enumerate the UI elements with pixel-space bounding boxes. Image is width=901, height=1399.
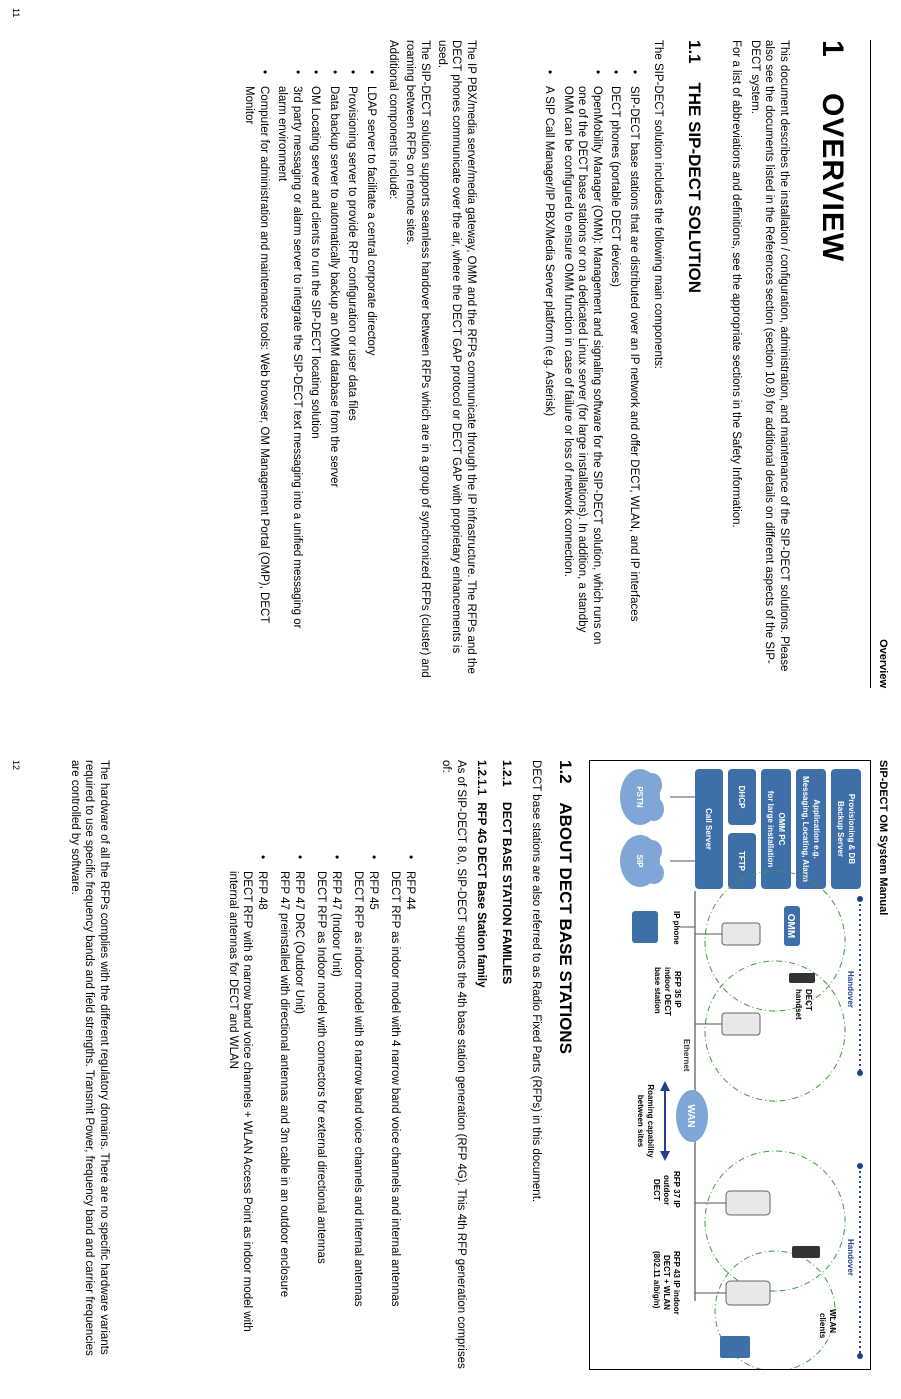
dect-handset-icon xyxy=(792,1246,820,1258)
list-item xyxy=(351,855,380,1355)
dect-handset-icon xyxy=(789,973,815,983)
rfp35-label-3: base station xyxy=(653,967,662,1014)
dect-handset-label-1: DECT xyxy=(804,989,813,1011)
page-12 xyxy=(0,700,901,1399)
list-item: • SIP-DECT base stations that are distributed over an IP network and offer DECT, WLAN, and IP interfaces xyxy=(627,70,642,655)
roaming-label-2: between sites xyxy=(636,1094,645,1148)
rfp35-label-2: indoor DECT xyxy=(663,967,672,1016)
rfp-base-station-icon xyxy=(722,1013,760,1035)
header-rule-left xyxy=(870,40,871,688)
list-item: • Data backup server to automatically backup an OMM database from the server xyxy=(327,70,342,655)
omm-pc-label: OMM PC xyxy=(777,812,786,846)
list-item xyxy=(388,855,417,1355)
page-number-right: 12 xyxy=(11,760,21,771)
wan-label: WAN xyxy=(685,1104,696,1128)
ethernet-label: Ethernet xyxy=(682,1039,691,1072)
handover-label-2: Handover xyxy=(846,1239,855,1276)
handover-label-1: Handover xyxy=(846,971,855,1008)
application-label: Application e.g. xyxy=(812,799,821,859)
closing-paragraph: The hardware of all the RFPs complies with the different regulatory domains. There are no specific hardware variants required to use specific frequency bands and field strengths. Transmit Power, frequency band and carrier frequencies are controlled by software. xyxy=(69,760,110,1356)
list-item: • 3rd party messaging or alarm server to integrate the SIP-DECT text messaging into a unified messaging or alarm environment xyxy=(275,70,304,655)
rfp37-label-1: RFP 37 IP xyxy=(672,1171,681,1208)
subsection-number: 1.2.1 xyxy=(500,760,514,787)
rfp-family-list xyxy=(226,855,418,1355)
subsection-title: DECT BASE STATION FAMILIES xyxy=(500,802,514,985)
handover-paragraph: The SIP-DECT solution supports seamless handover between RFPs which are in a group of synchronized RFPs (cluster) and roaming between RFPs on remote sites. xyxy=(404,40,431,678)
list-item: • OM Locating server and clients to run the SIP-DECT locating solution xyxy=(308,70,323,655)
pstn-label: PSTN xyxy=(635,786,644,808)
family-intro: As of SIP-DECT 8.0, SIP-DECT supports the 4th base station generation (RFP 4G). This 4th RFP generation comprises of: xyxy=(440,760,467,1369)
pstn-cloud xyxy=(620,769,664,825)
messaging-label: Messaging, Locating, Alarm xyxy=(801,776,810,882)
rfp-name: • RFP 44 xyxy=(404,871,416,910)
chapter-number: 1 xyxy=(816,40,849,58)
list-item xyxy=(226,855,270,1355)
tftp-label: TFTP xyxy=(737,851,746,871)
wlan-client-icon xyxy=(720,1336,750,1358)
rfp-description: DECT RFP as Indoor model with connectors for external directional antennas xyxy=(315,871,328,1264)
handover-dot xyxy=(857,1163,863,1169)
omm-pc-sub-label: for large installation xyxy=(766,790,775,868)
sip-cloud xyxy=(620,835,664,887)
section-heading xyxy=(684,40,704,293)
rfp-name: • RFP 45 xyxy=(367,871,379,910)
rfp43-label-2: DECT + WLAN xyxy=(662,1255,671,1310)
call-server-label: Call Server xyxy=(704,808,713,850)
pbx-paragraph: The IP PBX/media server/media gateway, OMM and the RFPs communicate through the IP infrastructure. The RFPs and the DECT phones communicate over the air, where the DECT GAP protocol or DECT GAP with proprietary enhancements is used. xyxy=(436,40,477,674)
list-item: • DECT phones (portable DECT devices) xyxy=(608,70,623,655)
page-number-left: 11 xyxy=(11,8,21,18)
handover-dot xyxy=(857,1070,863,1076)
list-item xyxy=(314,855,343,1355)
list-item: • OpenMobility Manager (OMM): Management and signaling software for the SIP-DECT solution, which runs on one of the DECT base stations or on a dedicated Linux server (for large installations). In addition, a standby OMM can be configured to ensure OMM function in case of failure or loss of network connection. xyxy=(561,70,605,655)
subsubsection-title: RFP 4G DECT Base Station family xyxy=(475,802,487,988)
backup-label: Backup Server xyxy=(836,800,845,858)
running-head-right: SIP-DECT OM System Manual xyxy=(877,760,889,916)
section-number-right: 1.2 xyxy=(556,760,575,784)
wan-cloud xyxy=(676,1090,708,1142)
abbreviations-paragraph: For a list of abbreviations and definitions, see the appropriate sections in the Safety Information. xyxy=(730,40,742,528)
arrow-left-icon xyxy=(660,1081,670,1091)
section-title-right: ABOUT DECT BASE STATIONS xyxy=(556,802,575,1054)
components-list xyxy=(538,70,641,655)
provisioning-label: Provisioning & DB xyxy=(847,793,856,865)
list-item xyxy=(277,855,306,1355)
wlan-label-1: WLAN xyxy=(828,1309,837,1333)
list-item: • A SIP Call Manager/IP PBX/Media Server platform (e.g. Asterisk) xyxy=(542,70,557,655)
sip-label: SIP xyxy=(635,854,644,868)
system-diagram xyxy=(589,760,871,1370)
rfp43-label-3: (802.11 a/b/g/n) xyxy=(652,1251,661,1309)
handover-dot xyxy=(857,896,863,902)
chapter-title: OVERVIEW xyxy=(816,93,849,263)
rfp37-label-3: DECT xyxy=(652,1179,661,1201)
section-intro-right: DECT base stations are also referred to as Radio Fixed Parts (RFPs) in this document. xyxy=(530,760,542,1203)
rfp-description: RFP 47 preinstalled with directional antennas and 3m cable in an outdoor enclosure xyxy=(278,871,291,1298)
list-item: • LDAP server to facilitate a central corporate directory xyxy=(364,70,379,655)
section-heading-right xyxy=(555,760,575,1054)
omm-label: OMM xyxy=(785,913,796,939)
arrow-right-icon xyxy=(660,1151,670,1161)
coverage-area xyxy=(705,1151,845,1291)
rfp-name: • RFP 47 DRC (Outdoor Unit) xyxy=(293,871,305,1014)
dect-handset-label-2: handset xyxy=(794,989,803,1020)
rfp-description: DECT RFP as indoor model with 8 narrow band voice channels and internal antennas xyxy=(352,871,365,1307)
rfp-base-station-icon xyxy=(722,923,760,945)
ip-phone-icon xyxy=(632,911,658,943)
chapter-heading xyxy=(815,40,849,262)
subsubsection-number: 1.2.1.1 xyxy=(475,760,487,796)
handover-dot xyxy=(857,1353,863,1359)
wlan-label-2: clients xyxy=(818,1313,827,1339)
rfp-description: DECT RFP with 8 narrow band voice channels + WLAN Access Point as indoor model with internal antennas for DECT and WLAN xyxy=(227,871,254,1332)
components-intro: The SIP-DECT solution includes the following main components: xyxy=(652,40,664,369)
rfp37-label-2: outdoor xyxy=(662,1175,671,1206)
section-title: THE SIP-DECT SOLUTION xyxy=(685,82,704,293)
dhcp-label: DHCP xyxy=(737,785,746,809)
subsection-heading xyxy=(500,760,514,984)
running-head-left: Overview xyxy=(877,639,889,688)
rfp35-label-1: RFP 35 IP xyxy=(673,971,682,1008)
list-item: • Computer for administration and maintenance tools: Web browser, OM Management Portal (OMP), DECT Monitor xyxy=(242,70,271,655)
system-diagram-svg xyxy=(590,761,870,1369)
roaming-label-1: Roaming capability xyxy=(646,1084,655,1158)
list-item: • Provisioning server to provide RFP configuration or user data files xyxy=(345,70,360,655)
rfp-wlan-icon xyxy=(726,1281,770,1305)
rfp43-label-1: RFP 43 IP indoor xyxy=(672,1251,681,1315)
rfp-name: • RFP 48 xyxy=(256,871,268,910)
additional-intro: Additional components include: xyxy=(387,40,399,200)
subsubsection-heading xyxy=(475,760,487,988)
rfp-outdoor-icon xyxy=(726,1191,770,1215)
ip-phone-label: IP phone xyxy=(672,911,681,945)
section-number: 1.1 xyxy=(685,40,704,64)
intro-paragraph: This document describes the installation / configuration, administration, and maintenance of the SIP-DECT solutions. Please also see the documents listed in the References section (section 10.8) for additional details on different aspects of the SIP-DECT system. xyxy=(749,40,790,672)
rfp-name: • RFP 47 (Indoor Unit) xyxy=(330,871,342,977)
rfp-description: DECT RFP as indoor model with 4 narrow band voice channels and internal antennas xyxy=(389,871,402,1307)
additional-list xyxy=(242,70,378,655)
